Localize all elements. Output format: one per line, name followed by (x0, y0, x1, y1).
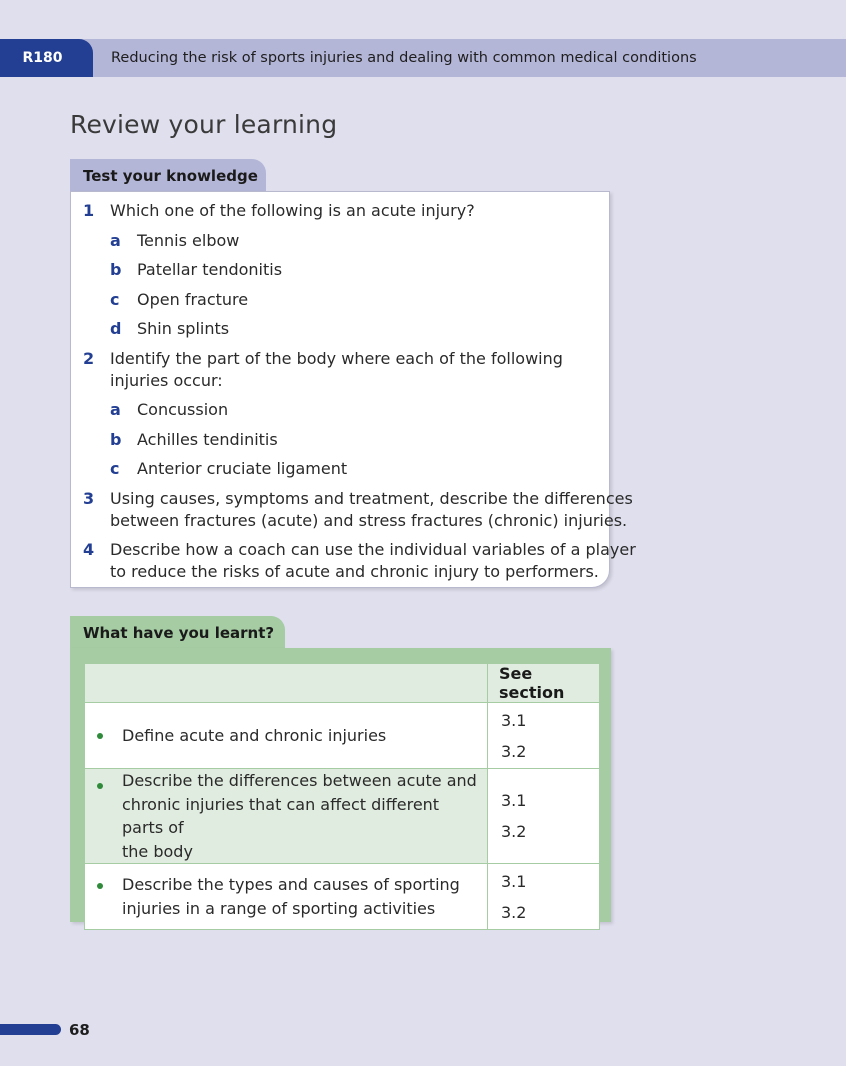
question-text: Identify the part of the body where each of the following (110, 349, 563, 368)
option-text: Achilles tendinitis (137, 430, 278, 449)
learning-objectives-table (84, 663, 600, 930)
test-your-knowledge-box (70, 191, 636, 588)
question-number: 2 (83, 349, 95, 368)
what-have-you-learnt-box (70, 648, 611, 922)
option-letter: d (110, 319, 122, 338)
header-title: Reducing the risk of sports injuries and dealing with common medical conditions (111, 50, 697, 66)
objective-text: Describe the differences between acute and chronic injuries that can affect different parts of the body (122, 771, 477, 861)
question-number: 3 (83, 489, 95, 508)
question-text: Using causes, symptoms and treatment, describe the differences (110, 489, 633, 508)
option-letter: b (110, 260, 122, 279)
option-text: Anterior cruciate ligament (137, 459, 348, 478)
option-letter: b (110, 430, 122, 449)
option-letter: a (110, 231, 121, 250)
section-ref: 3.1 (501, 710, 527, 730)
question-text: to reduce the risks of acute and chronic injury to performers. (110, 562, 599, 581)
objective-column-header (85, 664, 488, 703)
objective-cell (85, 769, 488, 864)
objective-text: Define acute and chronic injuries (122, 725, 387, 745)
option-text: Concussion (137, 400, 229, 419)
section-cell (488, 769, 600, 864)
table-row (85, 703, 600, 769)
option-text: Patellar tendonitis (137, 260, 283, 279)
objective-cell (85, 703, 488, 769)
table-row (85, 769, 600, 864)
section-ref: 3.1 (501, 791, 527, 810)
unit-code-badge: R180 (0, 39, 93, 77)
question-number: 4 (83, 540, 95, 559)
section-ref: 3.1 (501, 871, 527, 891)
footer-bar (0, 1024, 61, 1035)
table-header-row (85, 664, 600, 703)
table-row (85, 864, 600, 930)
option-letter: c (110, 459, 120, 478)
page-number: 68 (69, 1021, 90, 1039)
bullet-point-icon (97, 733, 103, 739)
question-number: 1 (83, 201, 95, 220)
bullet-point-icon (97, 783, 103, 789)
option-letter: c (110, 290, 120, 309)
option-letter: a (110, 400, 121, 419)
objective-cell (85, 864, 488, 930)
bullet-point-icon (97, 883, 103, 889)
option-text: Tennis elbow (137, 231, 240, 250)
question-text: Describe how a coach can use the individual variables of a player (110, 540, 636, 559)
section-cell (488, 703, 600, 769)
section-ref: 3.2 (501, 822, 527, 841)
test-your-knowledge-tab: Test your knowledge (70, 159, 266, 193)
section-cell (488, 864, 600, 930)
option-text: Shin splints (137, 319, 230, 338)
question-text: injuries occur: (110, 371, 223, 390)
page-title: Review your learning (70, 110, 338, 139)
question-text: Which one of the following is an acute injury? (110, 201, 475, 220)
section-ref: 3.2 (501, 741, 527, 761)
objective-text: Describe the types and causes of sporting injuries in a range of sporting activities (122, 875, 460, 918)
see-section-column-header: See section (488, 664, 600, 703)
section-ref: 3.2 (501, 902, 527, 922)
question-text: between fractures (acute) and stress fractures (chronic) injuries. (110, 511, 628, 530)
option-text: Open fracture (137, 290, 249, 309)
what-have-you-learnt-tab: What have you learnt? (70, 616, 285, 650)
